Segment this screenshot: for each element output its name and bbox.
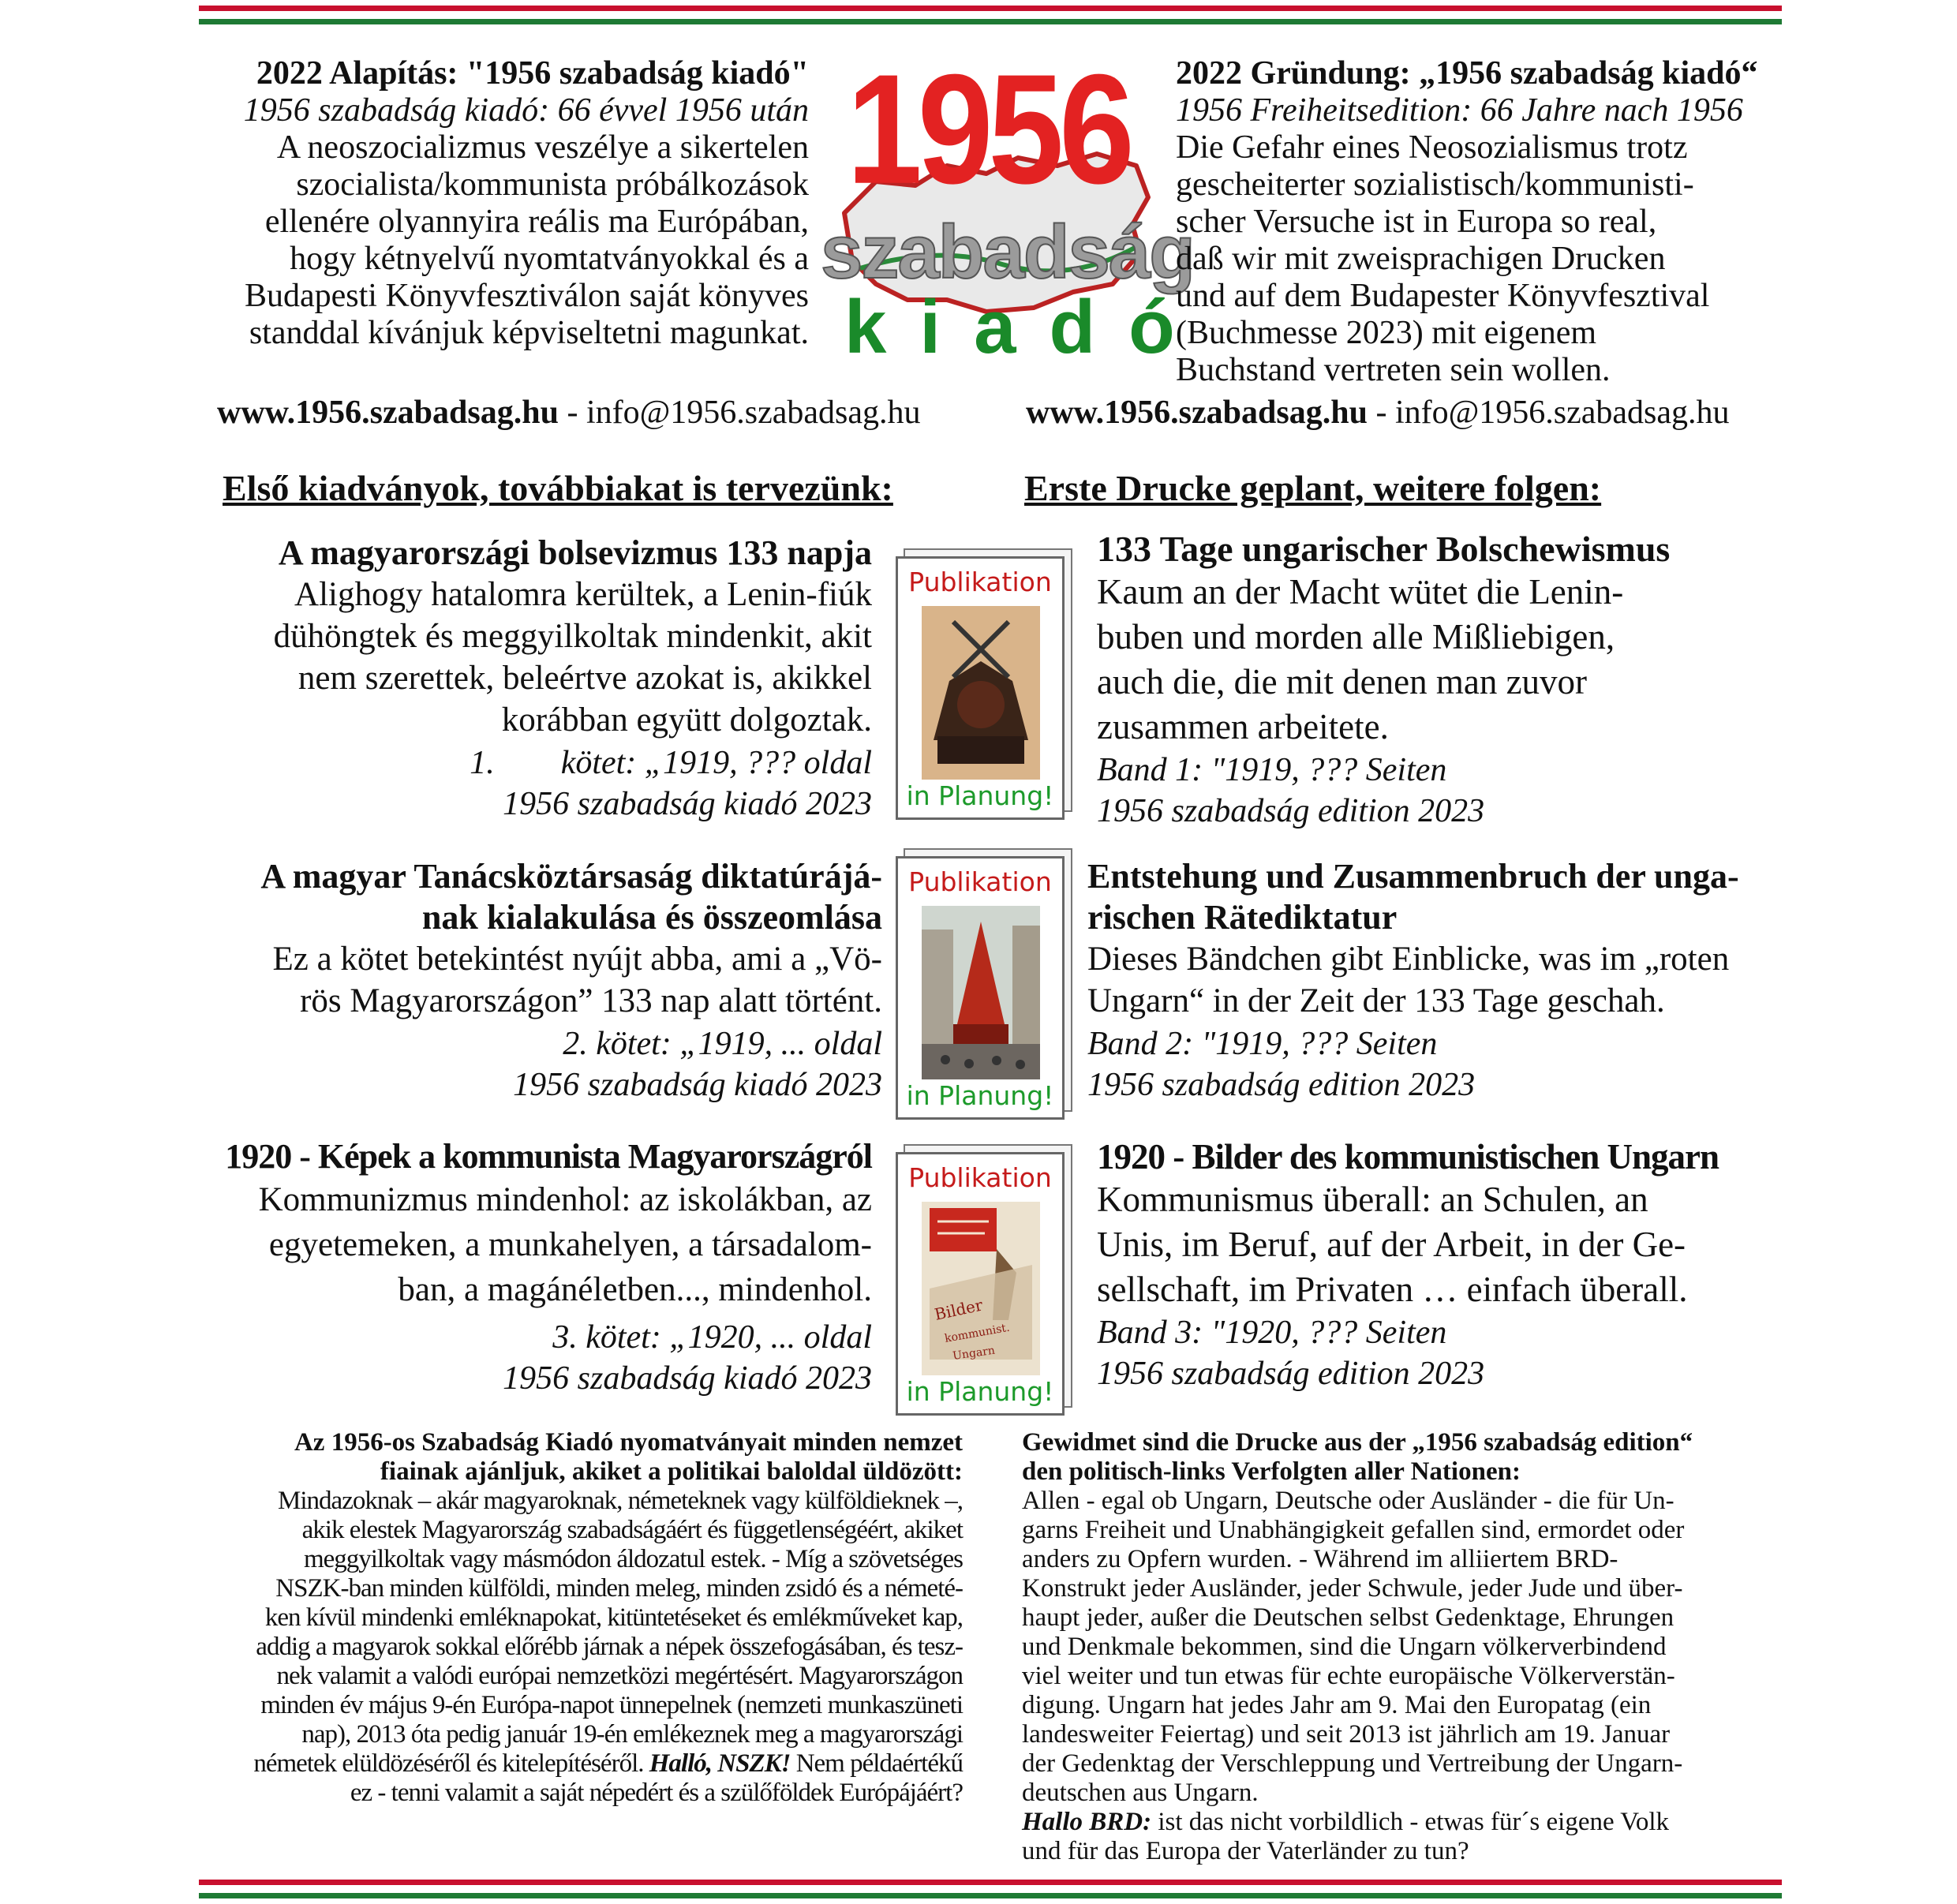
hu-book-text: ban, a magánéletben..., mindenhol. (398, 1271, 872, 1308)
de-dedication-line: und für das Europa der Vaterländer zu tun? (1022, 1837, 1469, 1865)
de-book-text: Kommunismus überall: an Schulen, an (1097, 1180, 1648, 1219)
de-dedication-line: garns Freiheit und Unabhängigkeit gefallen sind, ermordet oder (1022, 1516, 1685, 1544)
hu-dedication-line: addig a magyarok sokkal előrébb járnak a népek összefogásában, és tesz- (256, 1633, 963, 1661)
cover-image-bolschewismus (922, 606, 1040, 780)
hu-dedication-line: nap), 2013 óta pedig január 19-én emlékeznek meg a magyarországi (301, 1720, 963, 1749)
de-intro-block (1176, 55, 1799, 389)
de-book-volume: Band 1: "1919, ??? Seiten (1097, 752, 1447, 788)
logo-year: 1956 (847, 42, 1130, 217)
hu-dedication-line (189, 1749, 963, 1779)
hu-dedication-line: akik elestek Magyarország szabadságáért és függetlenségéért, akiket (301, 1516, 963, 1544)
hu-book-text: Kommunizmus mindenhol: az iskolákban, az (258, 1181, 872, 1218)
bottom-stripe-green (199, 1893, 1782, 1898)
de-intro-line: gescheiterter sozialistisch/kommunisti- (1176, 166, 1694, 203)
book-cover-2[interactable] (896, 848, 1071, 1117)
de-book-2 (1087, 856, 1798, 1105)
de-book-volume: Band 3: "1920, ??? Seiten (1097, 1315, 1447, 1351)
hu-contact-line (217, 395, 921, 432)
de-book-3 (1097, 1136, 1791, 1394)
hu-book-text: Ez a kötet betekintést nyújt abba, ami a „Vö- (272, 941, 882, 978)
hu-dedication-line: Mindazoknak – akár magyaroknak, németeknek vagy külföldieknek –, (278, 1487, 963, 1515)
hu-book-text: egyetemeken, a munkahelyen, a társadalom- (268, 1226, 872, 1263)
de-book-text: sellschaft, im Privaten … einfach überall. (1097, 1270, 1688, 1309)
hu-book-3 (181, 1136, 872, 1399)
de-book-title: 133 Tage ungarischer Bolschewismus (1097, 529, 1671, 569)
hu-book-title: A magyarországi bolsevizmus 133 napja (278, 533, 872, 572)
top-stripe-red (199, 6, 1782, 11)
bottom-stripe-red (199, 1880, 1782, 1885)
hu-email-link[interactable]: - info@1956.szabadsag.hu (558, 395, 921, 431)
de-dedication-line: digung. Ungarn hat jedes Jahr am 9. Mai den Europatag (ein (1022, 1691, 1652, 1719)
de-intro-line: und auf dem Budapester Könyvfesztival (1176, 278, 1710, 314)
hu-dedication-hello: Halló, NSZK! (649, 1749, 791, 1778)
de-intro-line: daß wir mit zweisprachigen Drucken (1176, 241, 1666, 277)
hu-book-volume: 2. kötet: „1919, ... oldal (563, 1026, 882, 1062)
cover-image-raetediktatur (922, 906, 1040, 1079)
de-book-text: Kaum an der Macht wütet die Lenin- (1097, 572, 1624, 612)
de-book-text: Ungarn“ in der Zeit der 133 Tage geschah. (1087, 982, 1665, 1019)
hu-dedication-text: Nem példaértékű (790, 1749, 963, 1778)
svg-text:kommunist.: kommunist. (943, 1321, 1011, 1345)
de-book-title: Entstehung und Zusammenbruch der unga- (1087, 857, 1739, 896)
de-dedication-line (1022, 1808, 1787, 1837)
publisher-logo (821, 42, 1208, 379)
hu-book-text: Alighogy hatalomra kerültek, a Lenin-fiúk (294, 576, 872, 613)
book-cover-1[interactable] (896, 548, 1071, 817)
de-intro-line: Buchstand vertreten sein wollen. (1176, 352, 1611, 388)
de-dedication-text: ist das nicht vorbildlich - etwas für´s eigene Volk (1151, 1808, 1670, 1836)
de-contact-line (1026, 395, 1730, 432)
de-dedication-line: anders zu Opfern wurden. - Während im alliiertem BRD- (1022, 1545, 1618, 1573)
hu-dedication-line: NSZK-ban minden külföldi, minden meleg, minden zsidó és a németé- (275, 1574, 963, 1603)
de-intro-line: Die Gefahr eines Neosozialismus trotz (1176, 129, 1688, 166)
hu-intro-line: szocialista/kommunista próbálkozások (296, 166, 809, 203)
hu-book-title: nak kialakulása és összeomlása (421, 898, 882, 937)
de-book-publisher: 1956 szabadság edition 2023 (1087, 1067, 1476, 1103)
hu-book-2 (181, 856, 882, 1105)
hu-book-text: korábban együtt dolgoztak. (501, 701, 872, 739)
de-dedication-hello: Hallo BRD: (1022, 1808, 1152, 1836)
de-dedication-line: viel weiter und tun etwas für echte europäische Völkerverstän- (1022, 1662, 1675, 1690)
hu-intro-line: hogy kétnyelvű nyomtatványokkal és a (290, 241, 809, 277)
hu-dedication-title: Az 1956-os Szabadság Kiadó nyomatványait minden nemzet (294, 1428, 963, 1457)
de-book-text: zusammen arbeitete. (1097, 707, 1389, 746)
de-dedication-line: Allen - egal ob Ungarn, Deutsche oder Ausländer - die für Un- (1022, 1487, 1674, 1515)
book-cover-3[interactable] (896, 1144, 1071, 1412)
hu-book-text: rös Magyarországon” 133 nap alatt történt. (300, 982, 882, 1019)
de-dedication-title: den politisch-links Verfolgten aller Nationen: (1022, 1457, 1521, 1486)
hu-book-publisher: 1956 szabadság kiadó 2023 (503, 786, 872, 822)
de-website-link[interactable]: www.1956.szabadsag.hu (1026, 395, 1368, 431)
hu-book-volume: 1. kötet: „1919, ??? oldal (470, 745, 872, 781)
hu-book-title: A magyar Tanácsköztársaság diktatúrájá- (260, 857, 882, 896)
de-book-text: buben und morden alle Mißliebigen, (1097, 617, 1615, 656)
de-book-publisher: 1956 szabadság edition 2023 (1097, 793, 1485, 829)
svg-text:Ungarn: Ungarn (952, 1344, 996, 1363)
hu-book-publisher: 1956 szabadság kiadó 2023 (513, 1067, 882, 1103)
top-stripe-green (199, 19, 1782, 24)
hu-intro-line: A neoszocializmus veszélye a sikertelen (276, 129, 809, 166)
hu-dedication-line: ez - tenni valamit a saját népedért és a szülőföldek Európájáért? (350, 1779, 963, 1807)
de-book-1 (1097, 529, 1791, 832)
hu-book-1 (181, 533, 872, 825)
cover-label-publikation: Publikation (908, 567, 1052, 597)
hu-dedication (189, 1428, 963, 1808)
de-intro-line: scher Versuche ist in Europa so real, (1176, 204, 1657, 240)
de-book-volume: Band 2: "1919, ??? Seiten (1087, 1026, 1438, 1062)
hu-book-text: dühöngtek és meggyilkoltak mindenkit, akit (273, 618, 872, 655)
de-book-title: 1920 - Bilder des kommunistischen Ungarn (1097, 1137, 1719, 1176)
cover-label-in-planung: in Planung! (906, 1376, 1054, 1407)
de-dedication-line: der Gedenktag der Verschleppung und Vertreibung der Ungarn- (1022, 1749, 1683, 1778)
de-intro-line: (Buchmesse 2023) mit eigenem (1176, 315, 1597, 351)
hu-dedication-line: ken kívül mindenki emléknapokat, kitüntetéseket és emlékműveket kap, (264, 1603, 963, 1632)
hu-intro-line: standdal kívánjuk képviseltetni magunkat. (249, 315, 809, 351)
cover-label-in-planung: in Planung! (906, 1080, 1054, 1111)
hu-book-title: 1920 - Képek a kommunista Magyarországról (225, 1137, 872, 1176)
cover-label-publikation: Publikation (908, 1162, 1052, 1193)
de-book-title: rischen Rätediktatur (1087, 898, 1398, 937)
logo-word-szabadsag: szabadság (821, 210, 1194, 294)
de-book-publisher: 1956 szabadság edition 2023 (1097, 1356, 1485, 1392)
de-book-text: auch die, die mit denen man zuvor (1097, 662, 1588, 701)
de-book-text: Dieses Bändchen gibt Einblicke, was im „roten (1087, 941, 1730, 978)
de-dedication-line: haupt jeder, außer die Deutschen selbst Gedenktage, Ehrungen (1022, 1603, 1674, 1632)
de-dedication-title: Gewidmet sind die Drucke aus der „1956 szabadság edition“ (1022, 1428, 1693, 1457)
de-dedication-line: und Denkmale bekommen, sind die Ungarn völkerverbindend (1022, 1633, 1667, 1661)
hu-intro-line: Budapesti Könyvfesztiválon saját könyves (244, 278, 809, 314)
hu-dedication-line: nek valamit a valódi európai nemzetközi megértésért. Magyarországon (276, 1662, 963, 1690)
hu-title: 2022 Alapítás: "1956 szabadság kiadó" (256, 55, 809, 92)
de-subtitle: 1956 Freiheitsedition: 66 Jahre nach 1956 (1176, 92, 1743, 129)
de-dedication-line: Konstrukt jeder Ausländer, jeder Schwule, jeder Jude und über- (1022, 1574, 1683, 1603)
hu-book-publisher: 1956 szabadság kiadó 2023 (503, 1360, 872, 1397)
hu-website-link[interactable]: www.1956.szabadsag.hu (217, 395, 559, 431)
de-dedication-line: landesweiter Feiertag) und seit 2013 ist jährlich am 19. Januar (1022, 1720, 1671, 1749)
de-book-text: Unis, im Beruf, auf der Arbeit, in der Ge- (1097, 1225, 1686, 1264)
de-title: 2022 Gründung: „1956 szabadság kiadó“ (1176, 55, 1758, 92)
svg-text:Bilder: Bilder (933, 1295, 985, 1324)
hu-section-heading: Első kiadványok, továbbiakat is tervezünk: (223, 468, 893, 508)
de-dedication-line: deutschen aus Ungarn. (1022, 1779, 1259, 1807)
hu-intro-line: ellenére olyannyira reális ma Európában, (264, 204, 809, 240)
hu-book-volume: 3. kötet: „1920, ... oldal (552, 1319, 872, 1356)
hu-dedication-line: meggyilkoltak vagy másmódon áldozatul estek. - Míg a szövetséges (303, 1545, 963, 1573)
logo-word-kiado: kiadó (844, 285, 1208, 369)
hu-subtitle: 1956 szabadság kiadó: 66 évvel 1956 után (243, 92, 809, 129)
hu-dedication-line: minden év május 9-én Európa-napot ünnepelnek (nemzeti munkaszüneti (260, 1691, 963, 1719)
de-email-link[interactable]: - info@1956.szabadsag.hu (1367, 395, 1730, 431)
cover-label-publikation: Publikation (908, 866, 1052, 897)
cover-label-in-planung: in Planung! (906, 780, 1054, 811)
de-dedication (1022, 1428, 1787, 1866)
de-section-heading: Erste Drucke geplant, weitere folgen: (1024, 468, 1602, 508)
hu-book-text: nem szerettek, beleértve azokat is, akikkel (297, 660, 872, 697)
hu-dedication-text: németek elüldözéséről és kitelepítéséről. (253, 1749, 649, 1778)
hu-intro-block (174, 55, 809, 352)
hu-dedication-title: fiainak ajánljuk, akiket a politikai baloldal üldözött: (380, 1457, 963, 1486)
cover-image-bilder (922, 1202, 1040, 1375)
